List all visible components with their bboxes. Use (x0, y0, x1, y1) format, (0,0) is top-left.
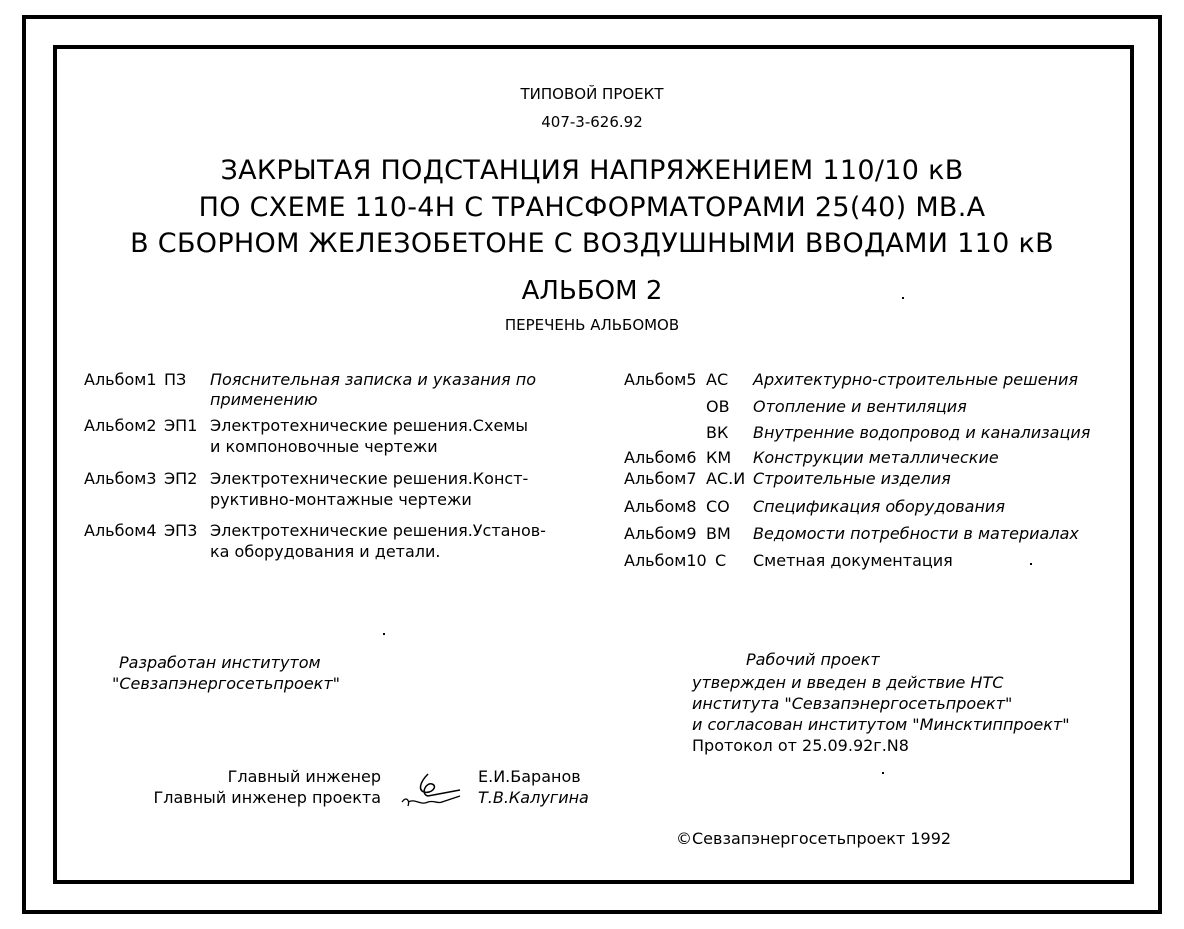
scan-speck (902, 297, 904, 299)
copyright-icon: © (676, 829, 692, 848)
list-item: Альбом6 (624, 448, 697, 467)
scan-speck (383, 633, 385, 635)
list-item: Внутренние водопровод и канализация (753, 423, 1091, 442)
role-chief-engineer: Главный инженер (227, 767, 381, 786)
list-item: Альбом9 (624, 524, 697, 543)
list-item: применению (210, 390, 318, 409)
album-number: АЛЬБОМ 2 (521, 276, 663, 306)
list-item: Альбом4 (84, 521, 157, 540)
list-item: и компоновочные чертежи (210, 437, 438, 456)
copyright-text: Севзапэнергосетьпроект 1992 (692, 829, 952, 848)
title-line-3: В СБОРНОМ ЖЕЛЕЗОБЕТОНЕ С ВОЗДУШНЫМИ ВВОДАМИ 110 кВ (130, 228, 1054, 259)
album-list-title: ПЕРЕЧЕНЬ АЛЬБОМОВ (504, 316, 680, 334)
list-item: ЭП3 (164, 521, 198, 540)
list-item: КМ (706, 448, 732, 467)
developer-label: Разработан институтом (119, 653, 321, 672)
list-item: ка оборудования и детали. (210, 542, 441, 561)
approval-line-4: и согласован институтом "Минсктиппроект" (692, 715, 1070, 734)
signature-image (398, 772, 470, 812)
list-item: Спецификация оборудования (753, 497, 1005, 516)
list-item: АС.И (706, 469, 746, 488)
title-line-1: ЗАКРЫТАЯ ПОДСТАНЦИЯ НАПРЯЖЕНИЕМ 110/10 кВ (220, 155, 964, 186)
approval-protocol: Протокол от 25.09.92г.N8 (692, 736, 909, 755)
copyright (676, 830, 951, 848)
list-item: Ведомости потребности в материалах (753, 524, 1079, 543)
role-chief-project-engineer: Главный инженер проекта (153, 788, 381, 807)
list-item: ЭП1 (164, 416, 198, 435)
project-type: ТИПОВОЙ ПРОЕКТ (520, 85, 664, 103)
developer-org: "Севзапэнергосетьпроект" (112, 674, 340, 693)
scan-speck (1030, 563, 1032, 565)
approval-line-3: института "Севзапэнергосетьпроект" (692, 694, 1013, 713)
list-item: Альбом7 (624, 469, 697, 488)
scan-speck (882, 772, 884, 774)
title-line-2: ПО СХЕМЕ 110-4Н С ТРАНСФОРМАТОРАМИ 25(40) МВ.А (198, 192, 986, 223)
list-item: АС (706, 370, 729, 389)
list-item: Альбом3 (84, 469, 157, 488)
project-code: 407-3-626.92 (541, 113, 643, 131)
list-item: ВМ (706, 524, 731, 543)
approval-line-2: утвержден и введен в действие НТС (692, 673, 1004, 692)
list-item: Архитектурно-строительные решения (753, 370, 1079, 389)
name-baranov: Е.И.Баранов (478, 767, 581, 786)
list-item: Строительные изделия (753, 469, 951, 488)
name-kalugina: Т.В.Калугина (478, 788, 589, 807)
list-item: Электротехнические решения.Конст- (210, 469, 529, 488)
list-item: ЭП2 (164, 469, 198, 488)
approval-title: Рабочий проект (746, 650, 880, 669)
list-item: ПЗ (164, 370, 187, 389)
list-item: Альбом5 (624, 370, 697, 389)
list-item: Конструкции металлические (753, 448, 999, 467)
list-item: СО (706, 497, 730, 516)
list-item: ОВ (706, 397, 730, 416)
list-item: Электротехнические решения.Установ- (210, 521, 546, 540)
list-item: Отопление и вентиляция (753, 397, 967, 416)
list-item: Сметная документация (753, 551, 953, 570)
list-item: Альбом2 (84, 416, 157, 435)
list-item: Альбом10 (624, 551, 707, 570)
list-item: Пояснительная записка и указания по (210, 370, 536, 389)
list-item: Электротехнические решения.Схемы (210, 416, 528, 435)
list-item: Альбом8 (624, 497, 697, 516)
list-item: руктивно-монтажные чертежи (210, 490, 472, 509)
list-item: ВК (706, 423, 729, 442)
list-item: С (715, 551, 727, 570)
list-item: Альбом1 (84, 370, 157, 389)
